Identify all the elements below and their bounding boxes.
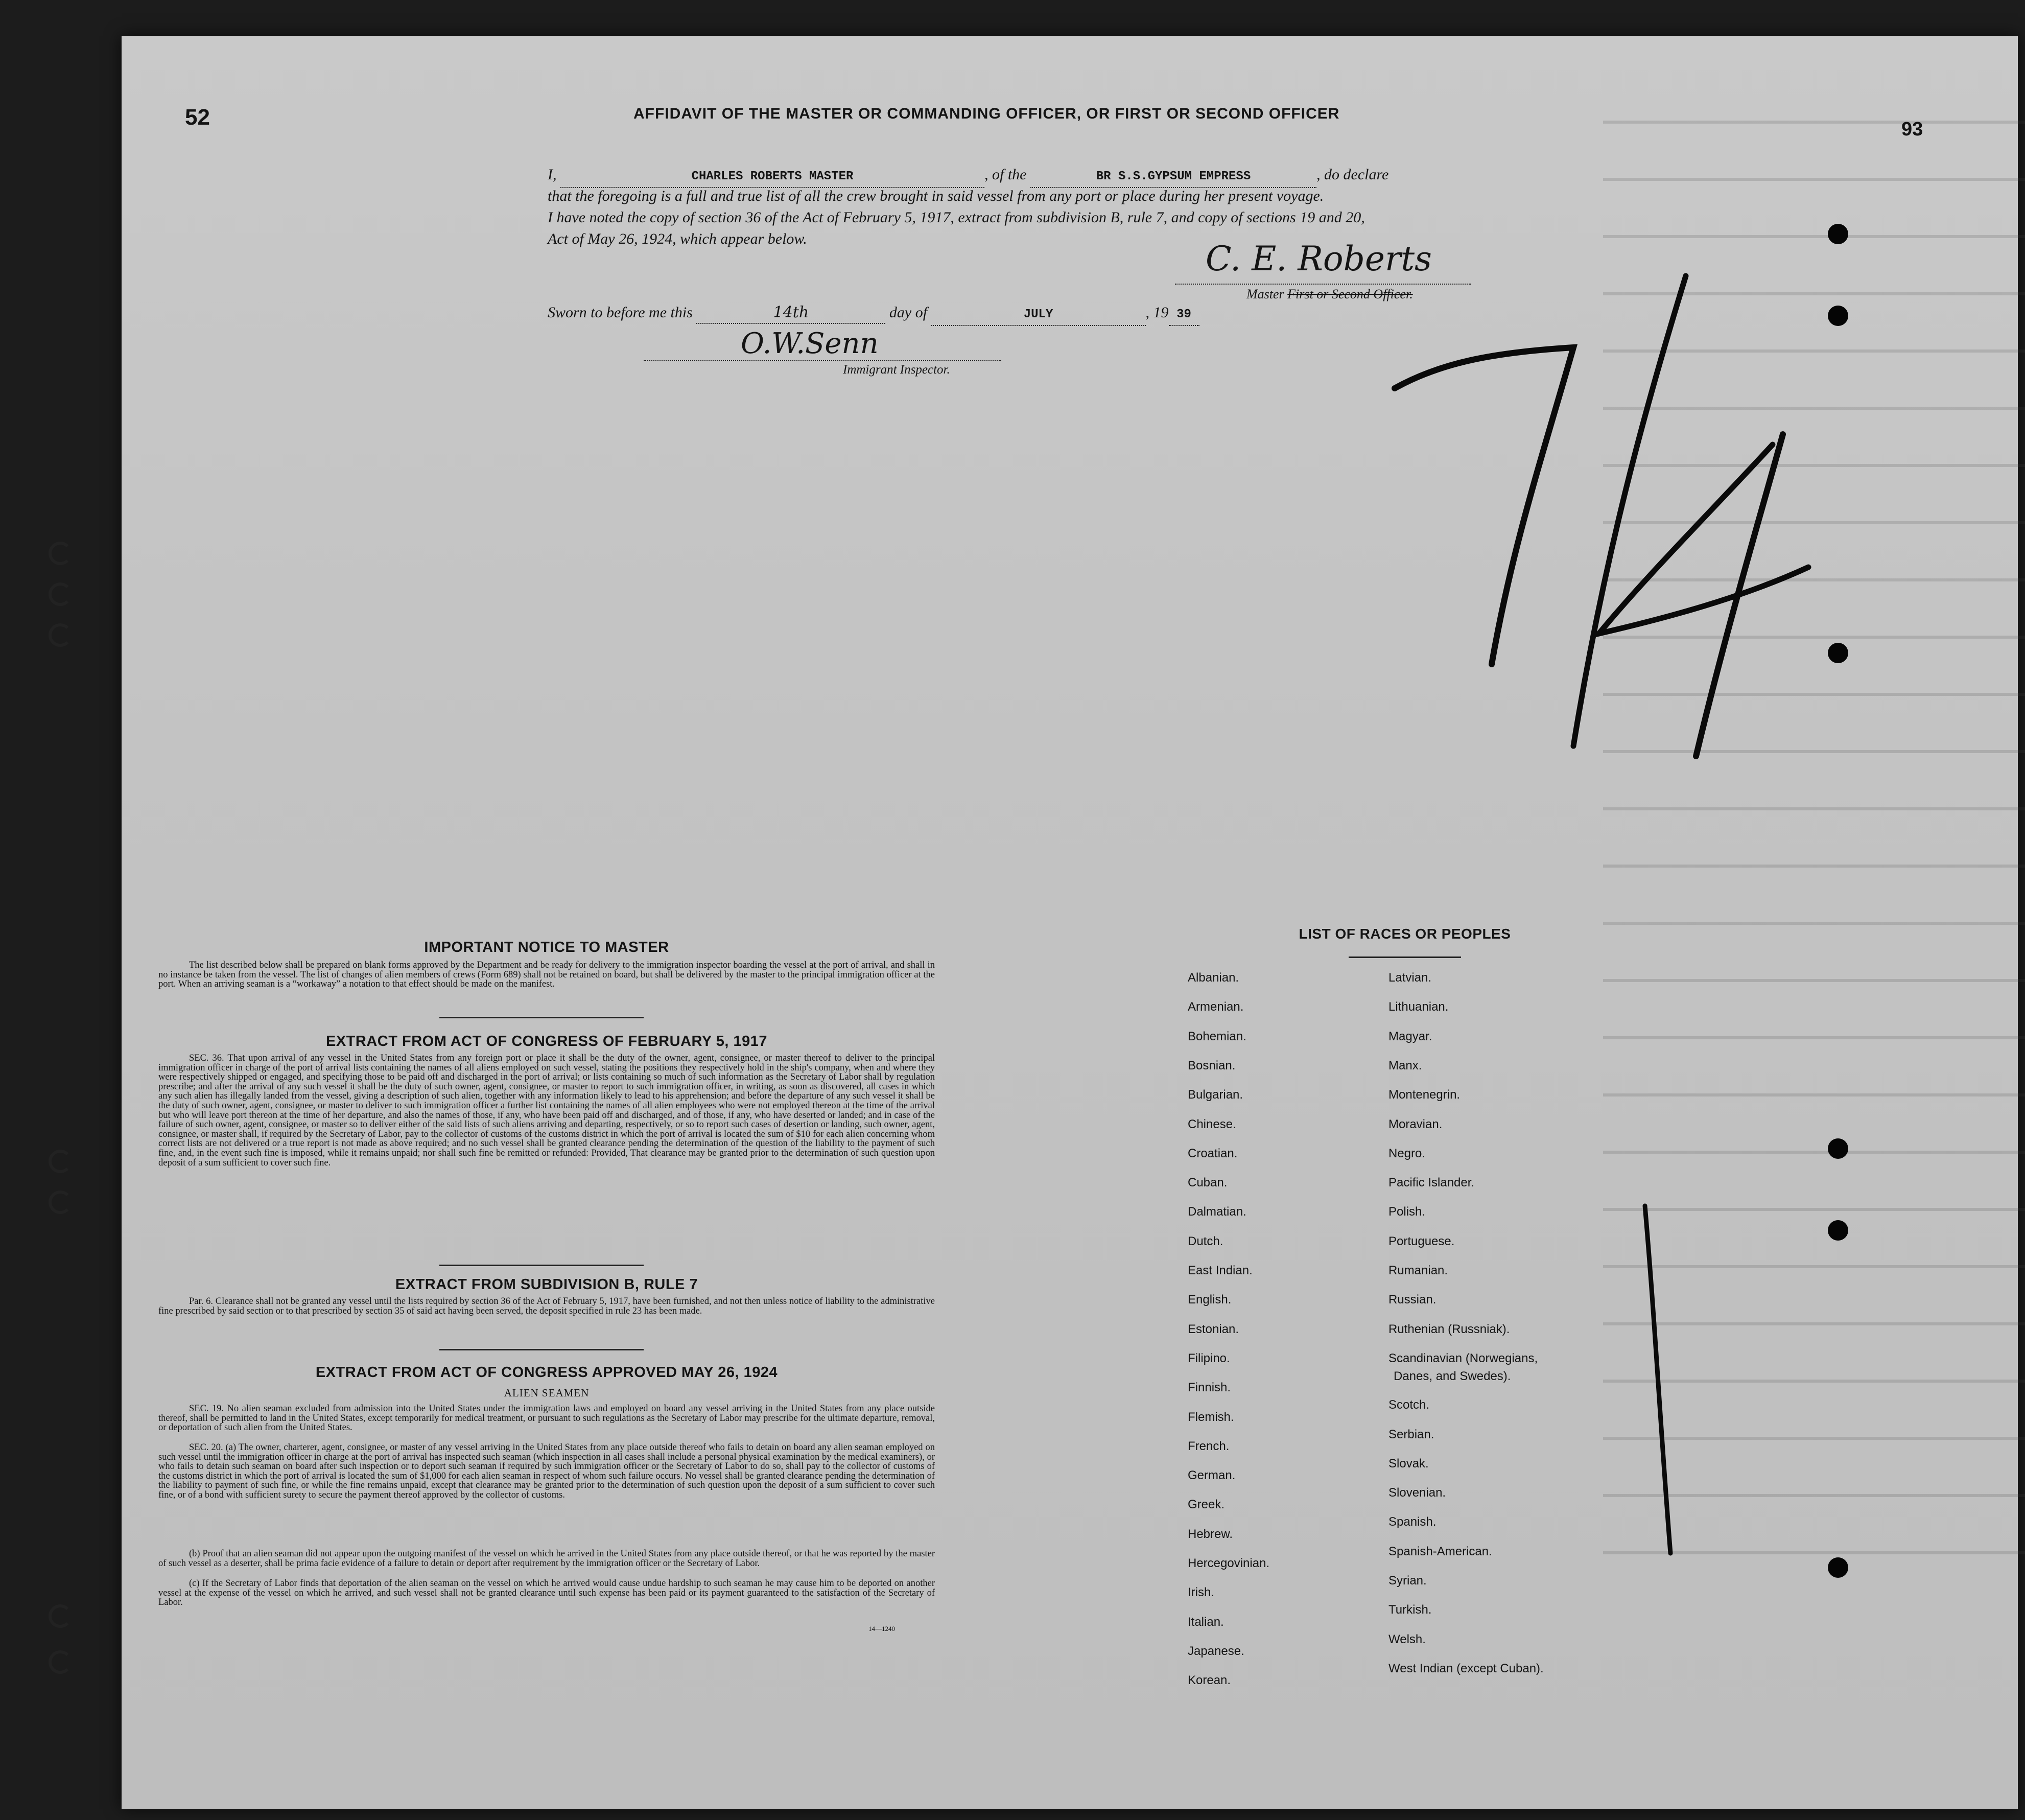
race-item: Filipino. bbox=[1188, 1351, 1230, 1365]
slash-stroke bbox=[1573, 276, 1686, 746]
race-item: Serbian. bbox=[1388, 1427, 1434, 1441]
master-label: Master bbox=[1246, 287, 1284, 301]
race-item: Lithuanian. bbox=[1388, 1000, 1449, 1014]
race-item: French. bbox=[1188, 1439, 1230, 1453]
master-signature: C. E. Roberts bbox=[1206, 239, 1432, 278]
punch-hole-icon bbox=[1828, 224, 1848, 244]
race-item: Moravian. bbox=[1388, 1117, 1443, 1131]
digit-seven-stroke bbox=[1395, 347, 1573, 664]
races-title: LIST OF RACES OR PEOPLES bbox=[1299, 926, 1511, 942]
race-item: West Indian (except Cuban). bbox=[1388, 1661, 1544, 1675]
binder-hole-icon bbox=[49, 623, 72, 647]
year-prefix: , 19 bbox=[1145, 304, 1169, 321]
section-divider bbox=[439, 1265, 644, 1266]
race-item: Slovak. bbox=[1388, 1456, 1429, 1471]
race-item: Estonian. bbox=[1188, 1322, 1239, 1336]
race-item: Bulgarian. bbox=[1188, 1088, 1243, 1102]
race-item: Syrian. bbox=[1388, 1574, 1427, 1588]
extract3-title: EXTRACT FROM ACT OF CONGRESS APPROVED MAY 26, 1924 bbox=[315, 1364, 778, 1381]
affidavit-line2: that the foregoing is a full and true list of all the crew brought in said vessel from any port or place during her present voyage. bbox=[548, 188, 1324, 204]
race-item: Russian. bbox=[1388, 1293, 1437, 1307]
race-item: Albanian. bbox=[1188, 971, 1239, 985]
race-item: Korean. bbox=[1188, 1673, 1231, 1688]
punch-hole-icon bbox=[1828, 306, 1848, 326]
race-item: East Indian. bbox=[1188, 1264, 1253, 1277]
handwritten-date bbox=[1359, 240, 1819, 802]
race-item: German. bbox=[1188, 1468, 1236, 1483]
race-item: Greek. bbox=[1188, 1498, 1225, 1512]
officer-label: First or Second Officer. bbox=[1287, 287, 1413, 301]
binder-hole-icon bbox=[49, 1650, 72, 1674]
vessel-name: BR S.S.GYPSUM EMPRESS bbox=[1030, 167, 1316, 188]
binder-hole-icon bbox=[49, 1604, 72, 1628]
race-item: Ruthenian (Russniak). bbox=[1388, 1322, 1510, 1336]
inspector-label: Immigrant Inspector. bbox=[843, 363, 950, 377]
extract1-title: EXTRACT FROM ACT OF CONGRESS OF FEBRUARY 5, 1917 bbox=[325, 1033, 768, 1049]
punch-hole-icon bbox=[1828, 643, 1848, 663]
race-item: Latvian. bbox=[1388, 971, 1432, 985]
race-item: Armenian. bbox=[1188, 1000, 1244, 1014]
binder-hole-icon bbox=[49, 1191, 72, 1214]
race-item: Manx. bbox=[1388, 1058, 1422, 1072]
race-item: Pacific Islander. bbox=[1388, 1176, 1475, 1190]
day-of-label: day of bbox=[889, 304, 928, 321]
race-item: Bosnian. bbox=[1188, 1058, 1236, 1072]
affidavit-line4: Act of May 26, 1924, which appear below. bbox=[548, 230, 807, 247]
affidavit-line1 bbox=[548, 165, 1498, 188]
race-item: Finnish. bbox=[1188, 1381, 1231, 1395]
sec20c-text: (c) If the Secretary of Labor finds that deportation of the alien seaman on the vessel on which he arrived would cause undue hardship to such seaman he may cause him to be deported on another vessel at the expense of the vessel on which he arrived, and such vessel shall not be granted clearance until such expense has been paid or its payment guaranteed to the satisfaction of the Secretary of Labor. bbox=[158, 1578, 935, 1608]
punch-hole-icon bbox=[1828, 1220, 1848, 1241]
sworn-month: JULY bbox=[931, 305, 1146, 326]
handwritten-vertical-stroke bbox=[1624, 1196, 1686, 1564]
race-item: Welsh. bbox=[1388, 1632, 1426, 1646]
race-item: Negro. bbox=[1388, 1146, 1426, 1160]
sec20a-text: SEC. 20. (a) The owner, charterer, agent, consignee, or master of any vessel arriving in the United States from any place outside thereof who fails to detain on board any alien seaman employed on such vessel until the immigration officer in charge at the port of arrival has inspected such seaman (which inspection in all cases shall include a personal physical examination by the medical examiners), or who fails to detain such seaman on board after such inspection or to deport such seaman if required by such immigration officer or the Secretary of Labor to do so, shall pay to the collector of customs of the customs district in which the port of arrival is located the sum of $1,000 for each alien seaman in respect of whom such failure occurs. No vessel shall be granted clearance pending the determination of the liability to payment of such fine, or while the fine remains unpaid, except that clearance may be granted prior to the determination of such question upon the deposit of a sum sufficient to cover such fine, or of a bond with sufficient surety to secure the payment thereof approved by the collector of customs. bbox=[158, 1442, 935, 1500]
race-item: Montenegrin. bbox=[1388, 1088, 1461, 1102]
race-item: Turkish. bbox=[1388, 1603, 1432, 1617]
race-item: Scotch. bbox=[1388, 1398, 1430, 1412]
race-item: Portuguese. bbox=[1388, 1234, 1455, 1248]
race-item: Danes, and Swedes). bbox=[1394, 1369, 1511, 1384]
race-item: Dutch. bbox=[1188, 1234, 1223, 1248]
race-item: Irish. bbox=[1188, 1585, 1215, 1600]
page-number-right: 93 bbox=[1901, 119, 1923, 140]
race-item: Spanish. bbox=[1388, 1515, 1437, 1529]
race-item: Slovenian. bbox=[1388, 1486, 1446, 1500]
extract1-text: SEC. 36. That upon arrival of any vessel in the United States from any foreign port or place it shall be the duty of the owner, agent, consignee, or master thereof to deliver to the principal immigration officer in charge of the port of arrival lists containing the names of all aliens employed on such vessel, stating the positions they respectively hold in the ship's company, when and where they were respectively shipped or engaged, and specifying those to be paid off and discharged in the port of arrival; or lists containing so much of such information as the Secretary of Labor shall by regulation prescribe; and after the arrival of any such vessel it shall be the duty of such owner, agent, consignee, or master to report to such immigration officer, in writing, as soon as discovered, all cases in which any such alien has illegally landed from the vessel, giving a description of such alien, together with any information likely to lead to his apprehension; and before the departure of any such vessel it shall be the duty of such owner, agent, consignee, or master to deliver to such immigration officer a further list containing the names of all alien employees who were not employed thereon at the time of the arrival but who will leave port thereon at the time of her departure, and also the names of those, if any, who have been paid off and discharged, and of those, if any, who have deserted or landed; and in case of the failure of such owner, agent, consignee, or master so to deliver either of the said lists of such aliens arriving and departing, respectively, or so to report such cases of desertion or landing, such owner, agent, consignee, or master shall, if required by the Secretary of Labor, pay to the collector of customs of the customs district in which the port of arrival is located the sum of $10 for each alien concerning whom correct lists are not delivered or a true report is not made as above required; and no such vessel shall be granted clearance pending the determination of the question of the liability to the payment of such fine, and, in the event such fine is imposed, while it remains unpaid; nor shall such fine be remitted or refunded: Provided, That clearance may be granted prior to the determination of such question upon deposit of a sum sufficient to cover such fine. bbox=[158, 1053, 935, 1168]
section-divider bbox=[439, 1017, 644, 1018]
i-label: I, bbox=[548, 166, 557, 183]
sec19-text: SEC. 19. No alien seaman excluded from admission into the United States under the immigration laws and employed on board any vessel arriving in the United States from any place outside thereof, shall be permitted to land in the United States, except temporarily for medical treatment, or pursuant to such regulations as the Secretary of Labor may prescribe for the ultimate departure, removal, or deportation of such alien from the United States. bbox=[158, 1404, 935, 1433]
affidavit-title: AFFIDAVIT OF THE MASTER OR COMMANDING OFFICER, OR FIRST OR SECOND OFFICER bbox=[633, 105, 1340, 122]
punch-hole-icon bbox=[1828, 1557, 1848, 1578]
do-declare-label: , do declare bbox=[1316, 166, 1389, 183]
race-item: Polish. bbox=[1388, 1205, 1426, 1219]
extract2-text: Par. 6. Clearance shall not be granted any vessel until the lists required by section 36 of the Act of February 5, 1917, have been furnished, and not then unless notice of liability to the administrative fine prescribed by said section or to that prescribed by section 35 of said act having been served, the deposit specified in rule 23 has been made. bbox=[158, 1296, 935, 1316]
extract2-title: EXTRACT FROM SUBDIVISION B, RULE 7 bbox=[395, 1276, 698, 1293]
of-the-label: , of the bbox=[984, 166, 1027, 183]
races-divider bbox=[1349, 956, 1461, 958]
page-number-left: 52 bbox=[185, 105, 210, 130]
inspector-signature: O.W.Senn bbox=[741, 327, 879, 360]
binder-hole-icon bbox=[49, 542, 72, 565]
race-item: Hebrew. bbox=[1188, 1527, 1233, 1541]
notice-title: IMPORTANT NOTICE TO MASTER bbox=[424, 939, 669, 955]
race-item: Cuban. bbox=[1188, 1176, 1228, 1190]
race-item: Flemish. bbox=[1188, 1410, 1234, 1424]
binder-hole-icon bbox=[49, 1150, 72, 1173]
sworn-label: Sworn to before me this bbox=[548, 304, 693, 321]
sec20b-text: (b) Proof that an alien seaman did not appear upon the outgoing manifest of the vessel on which he arrived in the United States from any place outside thereof, or that he was reported by the master of such vessel as a deserter, shall be prima facie evidence of a failure to detain or deport after requirement by the immigration officer or the Secretary of Labor. bbox=[158, 1549, 935, 1569]
race-item: Hercegovinian. bbox=[1188, 1556, 1270, 1570]
punch-hole-icon bbox=[1828, 1138, 1848, 1159]
race-item: Spanish-American. bbox=[1388, 1544, 1492, 1558]
sworn-row bbox=[548, 302, 1199, 326]
race-item: Croatian. bbox=[1188, 1146, 1238, 1160]
extract3-subtitle: ALIEN SEAMEN bbox=[504, 1387, 590, 1399]
race-item: English. bbox=[1188, 1293, 1232, 1307]
race-item: Japanese. bbox=[1188, 1644, 1244, 1658]
affidavit-line3: I have noted the copy of section 36 of the Act of February 5, 1917, extract from subdivision B, rule 7, and copy of sections 19 and 20, bbox=[548, 209, 1365, 226]
sworn-year: 39 bbox=[1169, 305, 1199, 326]
section-divider bbox=[439, 1349, 644, 1350]
sworn-day: 14th bbox=[696, 302, 885, 324]
race-item: Rumanian. bbox=[1388, 1264, 1448, 1277]
form-number: 14—1240 bbox=[868, 1625, 895, 1632]
notice-text: The list described below shall be prepared on blank forms approved by the Department and be ready for delivery to the immigration inspector boarding the vessel at the port of arrival, and shall in no instance be taken from the vessel. The list of changes of alien members of crews (Form 689) shall not be retained on board, but shall be delivered by the master to the principal immigration officer at the port. When an arriving seaman is a “workaway” a notation to that effect should be made on the manifest. bbox=[158, 960, 935, 990]
race-item: Scandinavian (Norwegians, bbox=[1388, 1351, 1538, 1365]
race-item: Magyar. bbox=[1388, 1029, 1432, 1043]
race-item: Dalmatian. bbox=[1188, 1205, 1246, 1219]
race-item: Bohemian. bbox=[1188, 1029, 1246, 1043]
race-item: Chinese. bbox=[1188, 1117, 1236, 1131]
binder-hole-icon bbox=[49, 582, 72, 606]
race-item: Italian. bbox=[1188, 1615, 1224, 1629]
master-name: CHARLES ROBERTS MASTER bbox=[560, 167, 984, 188]
